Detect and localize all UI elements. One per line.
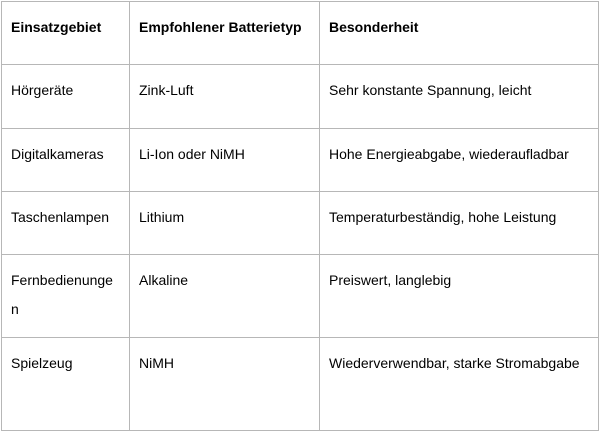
cell-batterietyp: Zink-Luft xyxy=(130,65,320,129)
cell-batterietyp: NiMH xyxy=(130,338,320,431)
cell-batterietyp: Lithium xyxy=(130,192,320,255)
table-row xyxy=(2,129,599,192)
table-row xyxy=(2,65,599,129)
header-einsatzgebiet: Einsatzgebiet xyxy=(2,2,130,65)
cell-einsatzgebiet: Fernbedienungen xyxy=(2,255,130,338)
cell-einsatzgebiet: Hörgeräte xyxy=(2,65,130,129)
cell-batterietyp: Alkaline xyxy=(130,255,320,338)
cell-einsatzgebiet: Spielzeug xyxy=(2,338,130,431)
table-row xyxy=(2,192,599,255)
cell-einsatzgebiet: Digitalkameras xyxy=(2,129,130,192)
table-row xyxy=(2,255,599,338)
cell-besonderheit: Sehr konstante Spannung, leicht xyxy=(320,65,599,129)
battery-table xyxy=(1,1,599,431)
cell-besonderheit: Preiswert, langlebig xyxy=(320,255,599,338)
cell-batterietyp: Li-Ion oder NiMH xyxy=(130,129,320,192)
table-row xyxy=(2,338,599,431)
cell-besonderheit: Temperaturbeständig, hohe Leistung xyxy=(320,192,599,255)
header-besonderheit: Besonderheit xyxy=(320,2,599,65)
cell-besonderheit: Hohe Energieabgabe, wiederaufladbar xyxy=(320,129,599,192)
cell-besonderheit: Wiederverwendbar, starke Stromabgabe xyxy=(320,338,599,431)
header-batterietyp: Empfohlener Batterietyp xyxy=(130,2,320,65)
table-header-row xyxy=(2,2,599,65)
cell-einsatzgebiet: Taschenlampen xyxy=(2,192,130,255)
